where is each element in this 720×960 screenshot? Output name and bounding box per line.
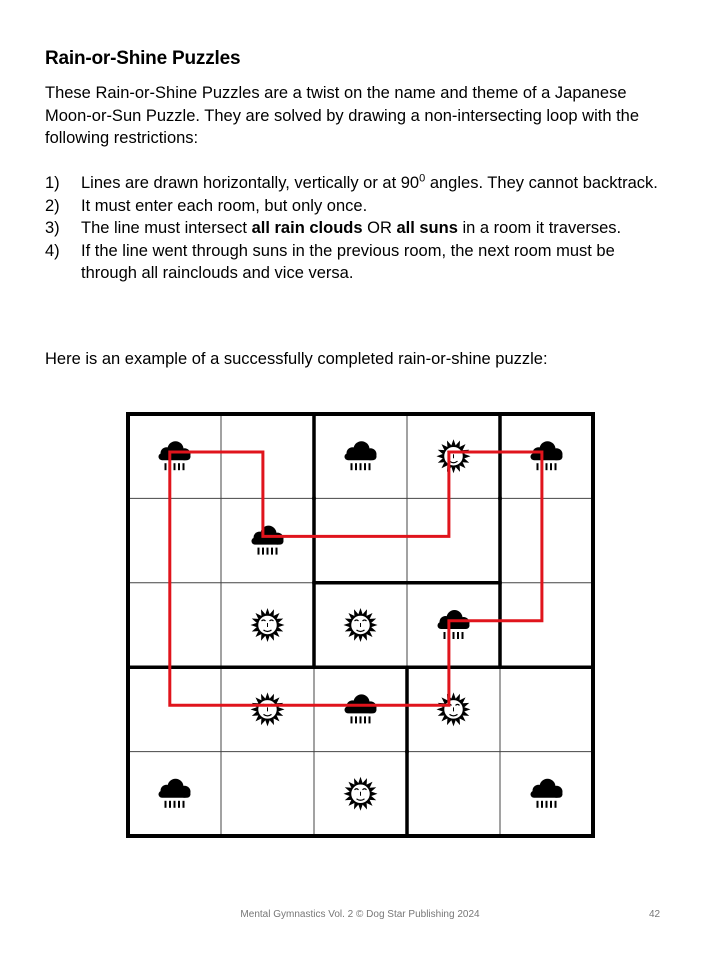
rule-text: angles. They cannot backtrack. — [425, 174, 658, 192]
rule-emphasis: all rain clouds — [251, 219, 363, 237]
rule-number: 1) — [45, 174, 60, 192]
page-number: 42 — [649, 909, 661, 920]
raincloud-icon — [531, 441, 563, 470]
sun-icon — [251, 692, 285, 726]
raincloud-icon — [159, 441, 191, 470]
rule-text: It must enter each room, but only once. — [81, 196, 368, 215]
raincloud-icon — [531, 779, 563, 808]
raincloud-icon — [159, 779, 191, 808]
rule-emphasis: all suns — [396, 219, 458, 237]
rule-text: in a room it traverses. — [457, 219, 622, 237]
sun-icon — [437, 692, 471, 726]
rule-text: If the line went through suns in the previous room, the next room must be through all rainclouds and vice versa. — [81, 241, 615, 282]
rule-number: 2) — [45, 196, 60, 215]
sun-icon — [437, 439, 471, 473]
sun-icon — [344, 777, 378, 811]
rule-text: 0 — [419, 172, 426, 185]
rule-text: The line must intersect — [81, 219, 252, 237]
page-title: Rain-or-Shine Puzzles — [45, 48, 241, 69]
rule-text: OR — [362, 219, 397, 237]
raincloud-icon — [252, 526, 284, 555]
sun-icon — [251, 608, 285, 642]
sun-icon — [344, 608, 378, 642]
raincloud-icon — [438, 610, 470, 639]
footer-text: Mental Gymnastics Vol. 2 © Dog Star Publishing 2024 — [240, 909, 480, 920]
raincloud-icon — [345, 441, 377, 470]
intro-paragraph: These Rain-or-Shine Puzzles are a twist on the name and theme of a Japanese Moon-or-Sun Puzzle. They are solved by drawing a non-intersecting loop with the following restrictions: — [45, 84, 640, 147]
example-caption: Here is an example of a successfully completed rain-or-shine puzzle: — [45, 350, 548, 368]
raincloud-icon — [345, 694, 377, 723]
rule-number: 4) — [45, 241, 60, 260]
rule-number: 3) — [45, 219, 60, 237]
rule-text: Lines are drawn horizontally, vertically or at 90 — [81, 174, 420, 192]
